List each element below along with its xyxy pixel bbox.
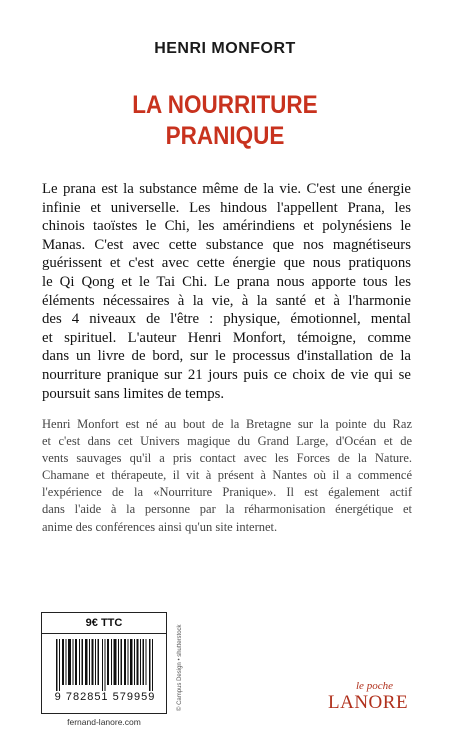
bio-line: anime des conférences ainsi qu'un site internet. xyxy=(42,519,278,534)
price-label: 9€ TTC xyxy=(42,613,166,634)
logo-brand: LANORE xyxy=(328,692,409,713)
logo-series: le poche xyxy=(356,680,393,692)
description-line: infinie et universelle. Les hindous l'appellent Prana, les xyxy=(42,199,411,216)
title-line: PRANIQUE xyxy=(165,122,285,150)
bio-line: Henri Monfort est né au bout de la Bretagne sur la pointe du Raz xyxy=(42,417,412,431)
description-line: éléments nécessaires à la vie, à la santé et à l'harmonie xyxy=(42,292,411,309)
barcode-box xyxy=(41,612,167,714)
description-line: nourriture pranique sur 21 jours puis ce choix de vie qui se xyxy=(42,366,411,383)
bio-line: l'expérience de la «Nourriture Pranique». Il est également actif xyxy=(42,485,412,500)
publisher-logo xyxy=(328,680,418,716)
bio-line: Chamane et thérapeute, il vit à présent à Nantes où il a commencé xyxy=(42,468,412,483)
photo-credits: © Campus Design • shutterstock xyxy=(177,624,183,711)
book-description xyxy=(42,180,411,403)
description-line: guérissent et c'est avec cette énergie que nous pratiquons xyxy=(42,255,411,272)
bio-line: et c'est dans cet Univers magique du Grand Large, d'Océan et de xyxy=(42,434,412,449)
book-title xyxy=(23,90,428,152)
bio-line: dans l'aide à la personne par la réharmonisation énergétique et xyxy=(42,502,412,517)
isbn-number: 9 782851 579959 xyxy=(54,691,156,703)
barcode-icon xyxy=(56,639,154,691)
description-line: dans un livre de bord, sur le processus d'installation de la xyxy=(42,348,411,365)
description-line: Le prana est la substance même de la vie. C'est une énergie xyxy=(42,181,411,197)
description-line: des 4 niveaux de l'être : physique, émotionnel, mental xyxy=(42,311,411,328)
title-line: LA NOURRITURE xyxy=(132,91,318,119)
description-line: et spirituel. L'auteur Henri Monfort, témoigne, comme xyxy=(42,329,411,346)
description-line: chinois taoïstes le Chi, les amérindiens et polynésiens le xyxy=(42,218,411,235)
description-line: le Qi Qong et le Tai Chi. Le prana nous apporte tous les xyxy=(42,273,411,290)
author-name: HENRI MONFORT xyxy=(154,40,296,57)
bio-line: vents sauvages qu'il a pris contact avec les Forces de la Nature. xyxy=(42,451,412,466)
description-line: Manas. C'est avec cette substance que nos magnétiseurs xyxy=(42,236,411,253)
publisher-website: fernand-lanore.com xyxy=(67,717,141,727)
description-line: poursuit sans limites de temps. xyxy=(42,385,225,402)
author-biography xyxy=(42,416,412,536)
